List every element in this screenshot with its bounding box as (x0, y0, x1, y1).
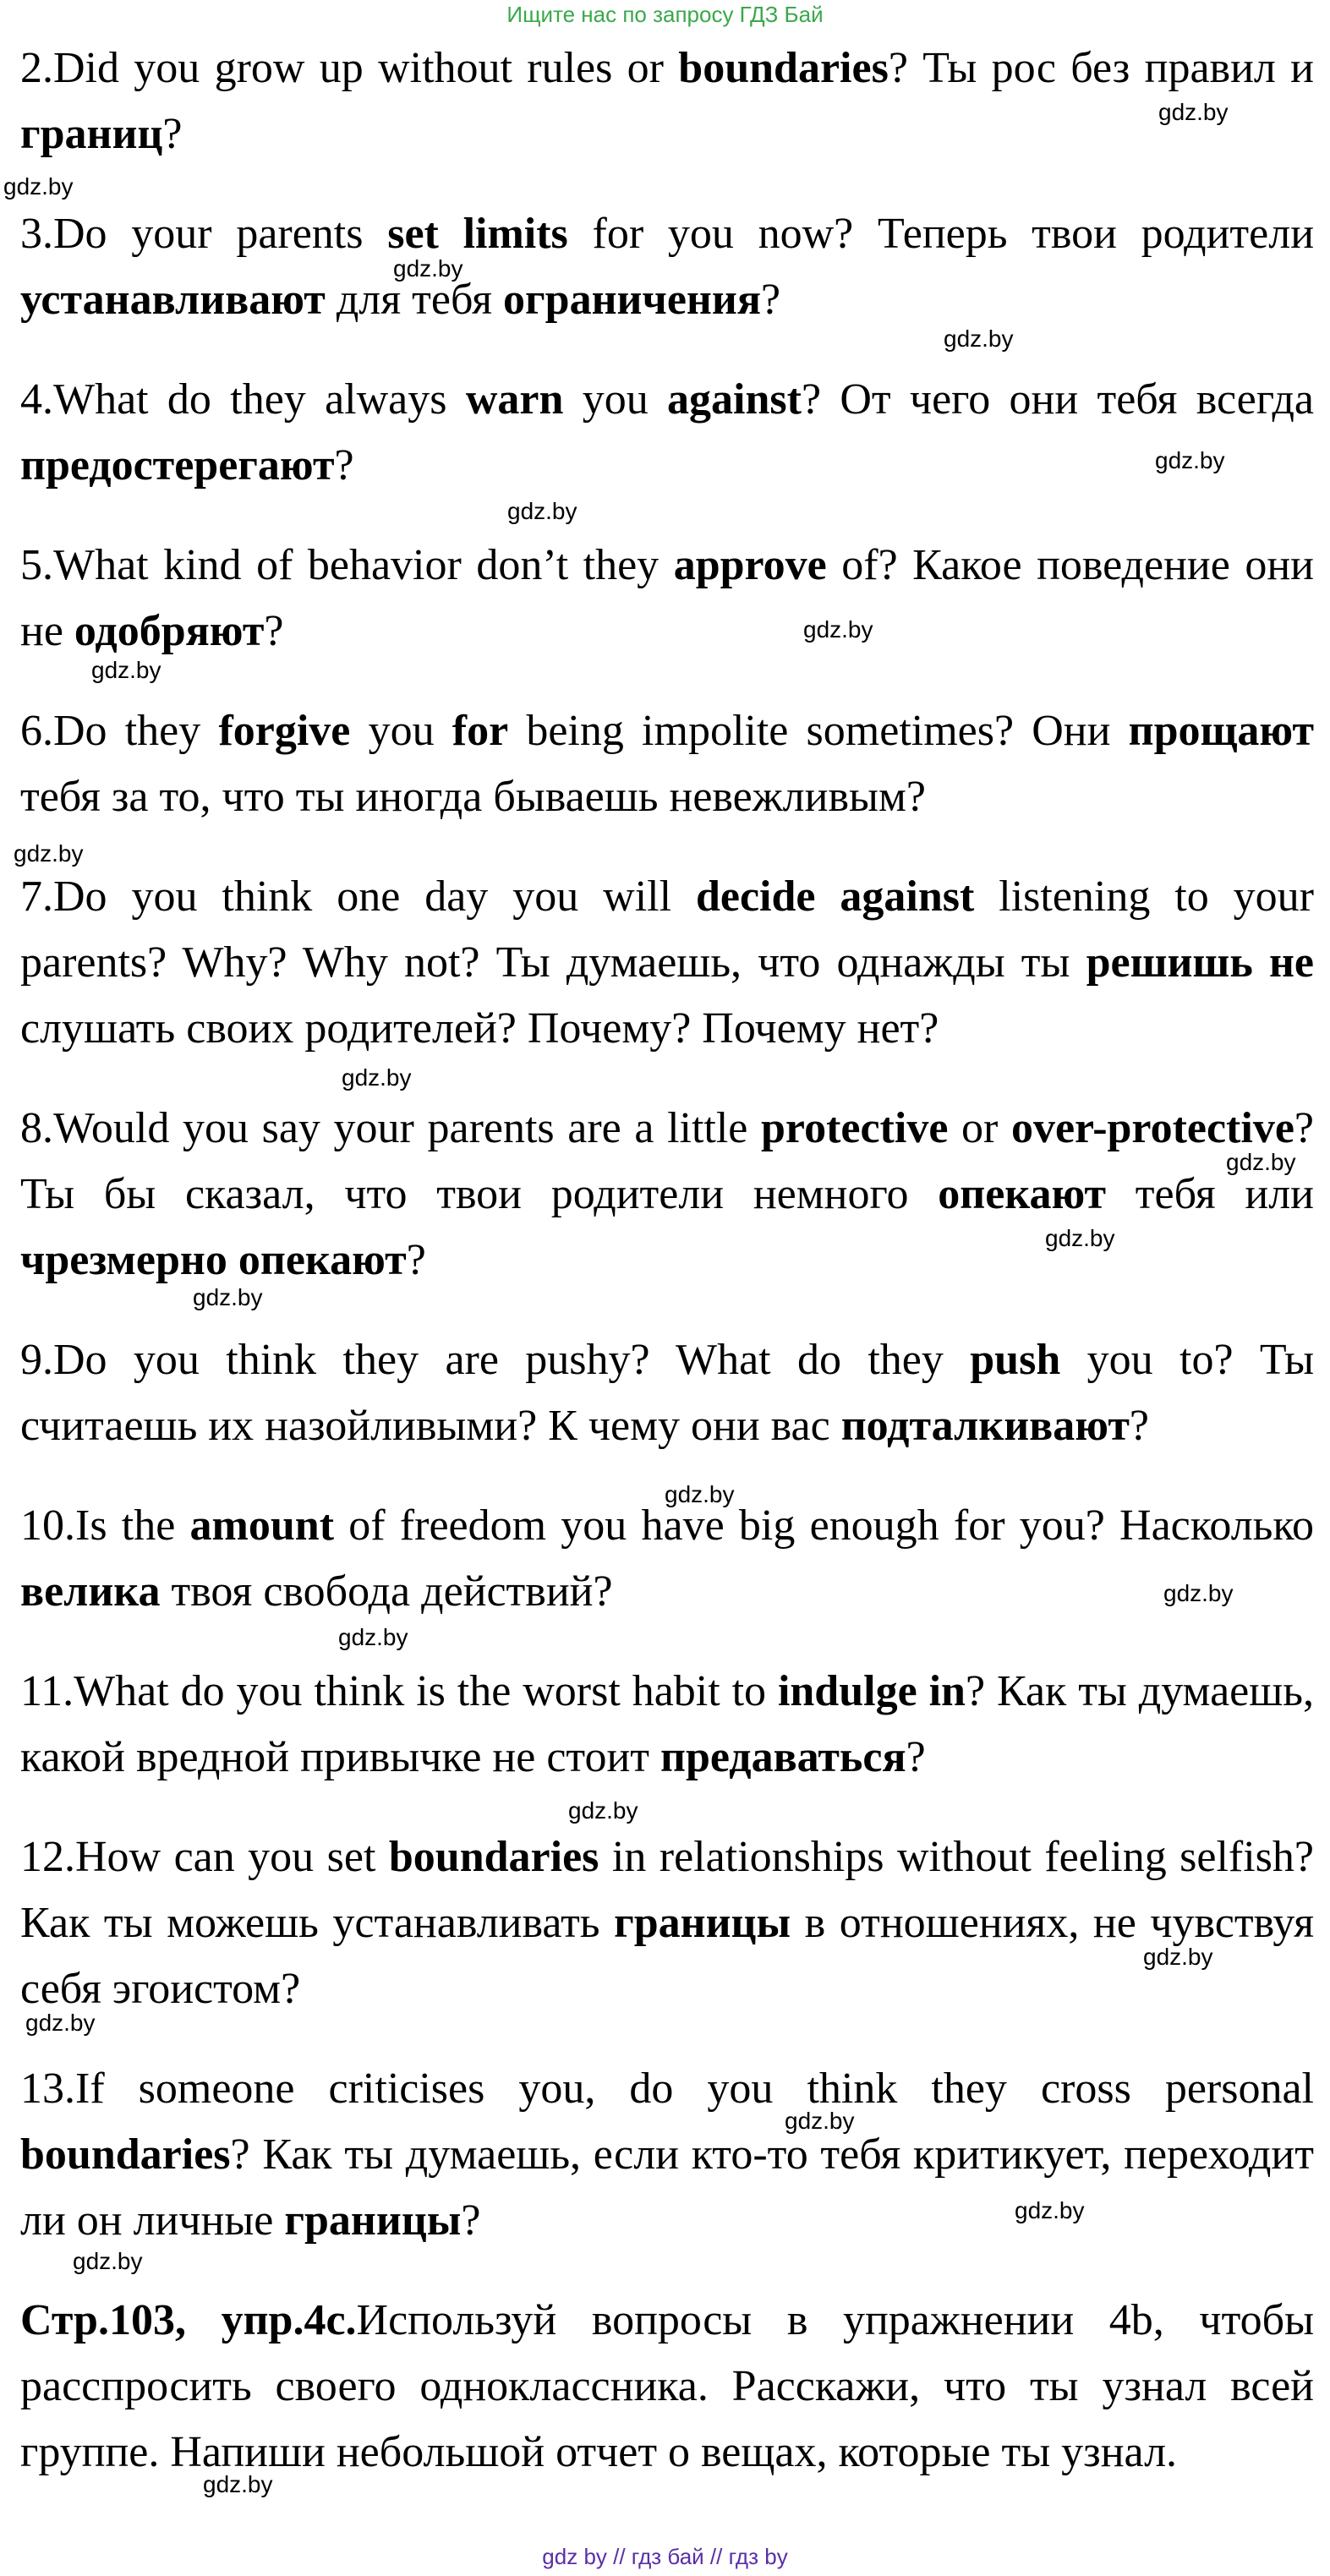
keyword: set limits (387, 210, 568, 258)
question-text: 5.What kind of behavior don’t they (20, 541, 674, 589)
question-text: ? Ты рос без правил и (888, 44, 1314, 92)
question-5 (20, 533, 1314, 665)
question-12 (20, 1824, 1314, 2022)
question-text: being impolite sometimes? Они (508, 707, 1129, 755)
question-text: ? (162, 110, 183, 158)
question-text: ? От чего они тебя всегда (801, 375, 1315, 424)
question-text: of freedom you have big enough for you? Насколько (334, 1501, 1314, 1550)
keyword: indulge in (777, 1667, 966, 1715)
question-text: 13.If someone criticises you, do you think they cross personal (20, 2065, 1314, 2113)
keyword: approve (673, 541, 827, 589)
question-text: ? Как ты думаешь, если кто-то тебя критикует, переходит ли он личные (20, 2130, 1314, 2245)
watermark: gdz.by (507, 498, 577, 524)
question-text: 6.Do they (20, 707, 219, 755)
question-text: for you now? Теперь твои родители (567, 210, 1315, 258)
question-text: you to? Ты считаешь их назойливыми? К чему они вас (20, 1336, 1315, 1450)
question-text: ? (906, 1733, 926, 1781)
keyword: boundaries (388, 1833, 599, 1881)
keyword: предаваться (660, 1733, 906, 1781)
question-text: ? (1129, 1402, 1149, 1450)
keyword: опекают (938, 1170, 1107, 1218)
question-7 (20, 864, 1314, 1062)
watermark: gdz.by (1163, 1580, 1234, 1606)
question-text: or (948, 1104, 1011, 1152)
question-text: 9.Do you think they are pushy? What do they (20, 1336, 971, 1384)
watermark: gdz.by (73, 2248, 143, 2274)
keyword: boundaries (678, 44, 889, 92)
keyword: устанавливают (20, 276, 326, 324)
keyword: прощают (1128, 707, 1315, 755)
watermark: gdz.by (14, 840, 84, 867)
keyword: ограничения (503, 276, 761, 324)
question-10 (20, 1493, 1314, 1625)
watermark: gdz.by (3, 173, 74, 200)
keyword: велика (20, 1567, 161, 1616)
question-4 (20, 367, 1314, 499)
question-11 (20, 1659, 1314, 1791)
watermark: gdz.by (1155, 447, 1225, 473)
watermark: gdz.by (393, 255, 463, 282)
question-text: 3.Do your parents (20, 210, 388, 258)
keyword: чрезмерно опекают (20, 1236, 407, 1284)
question-text: of? Какое поведение они не (20, 541, 1314, 655)
question-8 (20, 1096, 1314, 1293)
watermark: gdz.by (1226, 1149, 1296, 1175)
question-text: 2.Did you grow up without rules or (20, 44, 679, 92)
keyword: for (452, 707, 509, 755)
question-13 (20, 2056, 1314, 2254)
question-text: 7.Do you think one day you will (20, 872, 696, 921)
watermark: gdz.by (342, 1064, 412, 1091)
question-6 (20, 698, 1314, 830)
question-text: ? (406, 1236, 426, 1284)
watermark: gdz.by (1158, 99, 1229, 125)
keyword: одобряют (74, 607, 265, 655)
question-text: 4.What do they always (20, 375, 466, 424)
question-text: тебя или (1106, 1170, 1315, 1218)
question-text: 8.Would you say your parents are a little (20, 1104, 762, 1152)
watermark: gdz.by (665, 1481, 735, 1507)
keyword: protective (761, 1104, 949, 1152)
watermark: gdz.by (1045, 1225, 1115, 1251)
question-3 (20, 201, 1314, 333)
keyword: warn (465, 375, 564, 424)
keyword: boundaries (20, 2130, 231, 2179)
keyword: границ (20, 110, 163, 158)
watermark: gdz.by (203, 2471, 273, 2497)
keyword: границы (284, 2196, 462, 2245)
watermark: gdz.by (568, 1797, 638, 1824)
footer-banner[interactable]: gdz by // гдз бай // гдз by (542, 2544, 788, 2569)
watermark: gdz.by (25, 2010, 96, 2036)
question-text: в отношениях, не чувствуя себя эгоистом? (20, 1899, 1314, 2013)
question-text: 10.Is the (20, 1501, 190, 1550)
watermark: gdz.by (1015, 2197, 1085, 2223)
question-text: ? Как ты думаешь, какой вредной привычке не стоит (20, 1667, 1314, 1781)
keyword: amount (189, 1501, 335, 1550)
question-text: ? Ты бы сказал, что твои родители немного (20, 1104, 1314, 1218)
watermark: gdz.by (1143, 1944, 1213, 1970)
watermark: gdz.by (193, 1284, 263, 1310)
question-text: тебя за то, что ты иногда бываешь невежливым? (20, 773, 926, 821)
document-body (20, 36, 1314, 2519)
question-9 (20, 1327, 1314, 1459)
task-text: Используй вопросы в упражнении 4b, чтобы расспросить своего одноклассника. Расскажи, что ты узнал всей группе. Напиши небольшой отчет о вещах, которые ты узнал. (20, 2296, 1315, 2476)
question-text: 11.What do you think is the worst habit to (20, 1667, 778, 1715)
keyword: forgive (218, 707, 351, 755)
question-text: in relationships without feeling selfish? Как ты можешь устанавливать (20, 1833, 1315, 1947)
question-text: you (350, 707, 452, 755)
keyword: решишь не (1086, 938, 1314, 987)
header-banner[interactable]: Ищите нас по запросу ГДЗ Бай (506, 2, 824, 27)
question-text: ? (760, 276, 781, 324)
question-text: ? (461, 2196, 481, 2245)
question-2 (20, 36, 1314, 167)
question-text: ? (264, 607, 284, 655)
watermark: gdz.by (785, 2108, 855, 2134)
question-text: you (563, 375, 668, 424)
keyword: границы (614, 1899, 791, 1947)
watermark: gdz.by (338, 1624, 408, 1650)
watermark: gdz.by (944, 325, 1014, 352)
question-text: слушать своих родителей? Почему? Почему нет? (20, 1004, 939, 1053)
question-text: твоя свобода действий? (160, 1567, 613, 1616)
keyword: подталкивают (840, 1402, 1130, 1450)
task-4c (20, 2288, 1314, 2486)
keyword: push (970, 1336, 1061, 1384)
question-text: 12.How can you set (20, 1833, 389, 1881)
question-text: ? (334, 441, 354, 489)
keyword: over-protective (1010, 1104, 1294, 1152)
task-heading: Стр.103, упр.4c. (20, 2296, 357, 2344)
watermark: gdz.by (803, 616, 873, 643)
keyword: decide against (695, 872, 975, 921)
question-text: listening to your parents? Why? Why not? Ты думаешь, что однажды ты (20, 872, 1314, 987)
question-text: для тебя (325, 276, 504, 324)
watermark: gdz.by (91, 657, 161, 683)
keyword: предостерегают (20, 441, 335, 489)
keyword: against (667, 375, 802, 424)
